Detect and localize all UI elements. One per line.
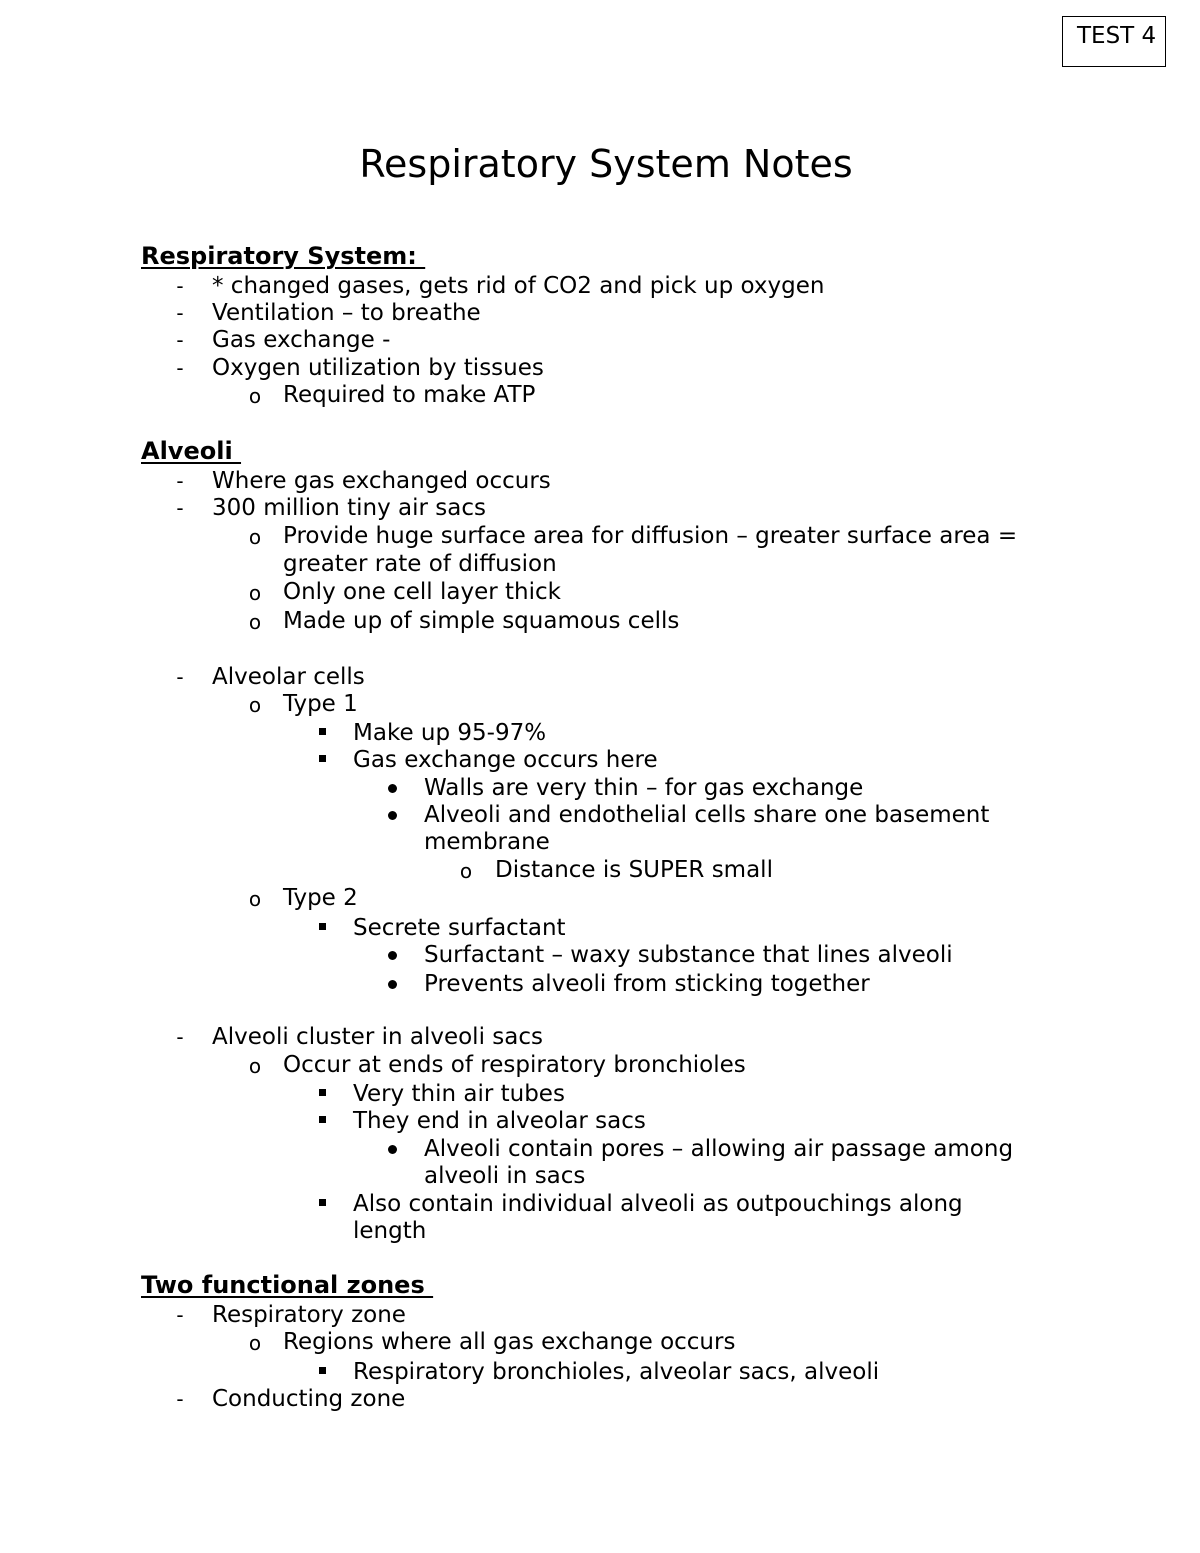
round-bullet-icon <box>388 1145 397 1154</box>
dash-bullet: - <box>176 1387 184 1411</box>
circle-bullet: o <box>459 859 473 883</box>
list-item: They end in alveolar sacs <box>353 1108 646 1134</box>
square-bullet-icon <box>319 728 326 735</box>
section-heading-alveoli: Alveoli <box>141 437 242 465</box>
page-title: Respiratory System Notes <box>359 142 853 186</box>
round-bullet-icon <box>388 811 397 820</box>
list-item: Make up 95-97% <box>353 720 547 746</box>
circle-bullet: o <box>248 384 262 408</box>
dash-bullet: - <box>176 1025 184 1049</box>
square-bullet-icon <box>319 1089 326 1096</box>
square-bullet-icon <box>319 1199 326 1206</box>
square-bullet-icon <box>319 923 326 930</box>
list-item: Distance is SUPER small <box>495 857 773 883</box>
dash-bullet: - <box>176 328 184 352</box>
list-item: Made up of simple squamous cells <box>283 608 680 634</box>
list-item: Respiratory bronchioles, alveolar sacs, alveoli <box>353 1359 880 1385</box>
list-item-continuation: membrane <box>424 829 550 855</box>
circle-bullet: o <box>248 581 262 605</box>
list-item: Regions where all gas exchange occurs <box>283 1329 736 1355</box>
circle-bullet: o <box>248 1054 262 1078</box>
dash-bullet: - <box>176 274 184 298</box>
square-bullet-icon <box>319 1367 326 1374</box>
list-item: Type 2 <box>283 885 358 911</box>
section-heading-respiratory-system: Respiratory System: <box>141 242 426 270</box>
dash-bullet: - <box>176 1303 184 1327</box>
section-heading-two-functional-zones: Two functional zones <box>141 1271 434 1299</box>
list-item: Gas exchange occurs here <box>353 747 658 773</box>
test-number-box <box>1062 16 1166 67</box>
square-bullet-icon <box>319 1116 326 1123</box>
circle-bullet: o <box>248 610 262 634</box>
list-item: Alveolar cells <box>212 664 365 690</box>
list-item: Oxygen utilization by tissues <box>212 355 544 381</box>
list-item: Very thin air tubes <box>353 1081 565 1107</box>
dash-bullet: - <box>176 496 184 520</box>
list-item: Provide huge surface area for diffusion – greater surface area = <box>283 523 1018 549</box>
list-item: Surfactant – waxy substance that lines alveoli <box>424 942 953 968</box>
dash-bullet: - <box>176 469 184 493</box>
round-bullet-icon <box>388 951 397 960</box>
list-item-continuation: greater rate of diffusion <box>283 551 557 577</box>
list-item: 300 million tiny air sacs <box>212 495 487 521</box>
list-item: Occur at ends of respiratory bronchioles <box>283 1052 746 1078</box>
round-bullet-icon <box>388 980 397 989</box>
list-item: Respiratory zone <box>212 1302 406 1328</box>
list-item-continuation: length <box>353 1218 427 1244</box>
list-item: Secrete surfactant <box>353 915 566 941</box>
round-bullet-icon <box>388 784 397 793</box>
circle-bullet: o <box>248 887 262 911</box>
list-item: Alveoli cluster in alveoli sacs <box>212 1024 543 1050</box>
dash-bullet: - <box>176 301 184 325</box>
circle-bullet: o <box>248 525 262 549</box>
list-item: Conducting zone <box>212 1386 406 1412</box>
circle-bullet: o <box>248 693 262 717</box>
list-item: Where gas exchanged occurs <box>212 468 551 494</box>
test-label: TEST 4 <box>1077 23 1157 49</box>
list-item: Only one cell layer thick <box>283 579 561 605</box>
list-item: Ventilation – to breathe <box>212 300 481 326</box>
list-item: Alveoli contain pores – allowing air passage among <box>424 1136 1014 1162</box>
list-item: Walls are very thin – for gas exchange <box>424 775 864 801</box>
list-item: Type 1 <box>283 691 358 717</box>
list-item-continuation: alveoli in sacs <box>424 1163 586 1189</box>
dash-bullet: - <box>176 356 184 380</box>
list-item: Gas exchange - <box>212 327 391 353</box>
dash-bullet: - <box>176 665 184 689</box>
list-item: Also contain individual alveoli as outpouchings along <box>353 1191 963 1217</box>
list-item: Required to make ATP <box>283 382 536 408</box>
square-bullet-icon <box>319 755 326 762</box>
list-item: Prevents alveoli from sticking together <box>424 971 870 997</box>
list-item: * changed gases, gets rid of CO2 and pick up oxygen <box>212 273 825 299</box>
circle-bullet: o <box>248 1331 262 1355</box>
list-item: Alveoli and endothelial cells share one basement <box>424 802 990 828</box>
